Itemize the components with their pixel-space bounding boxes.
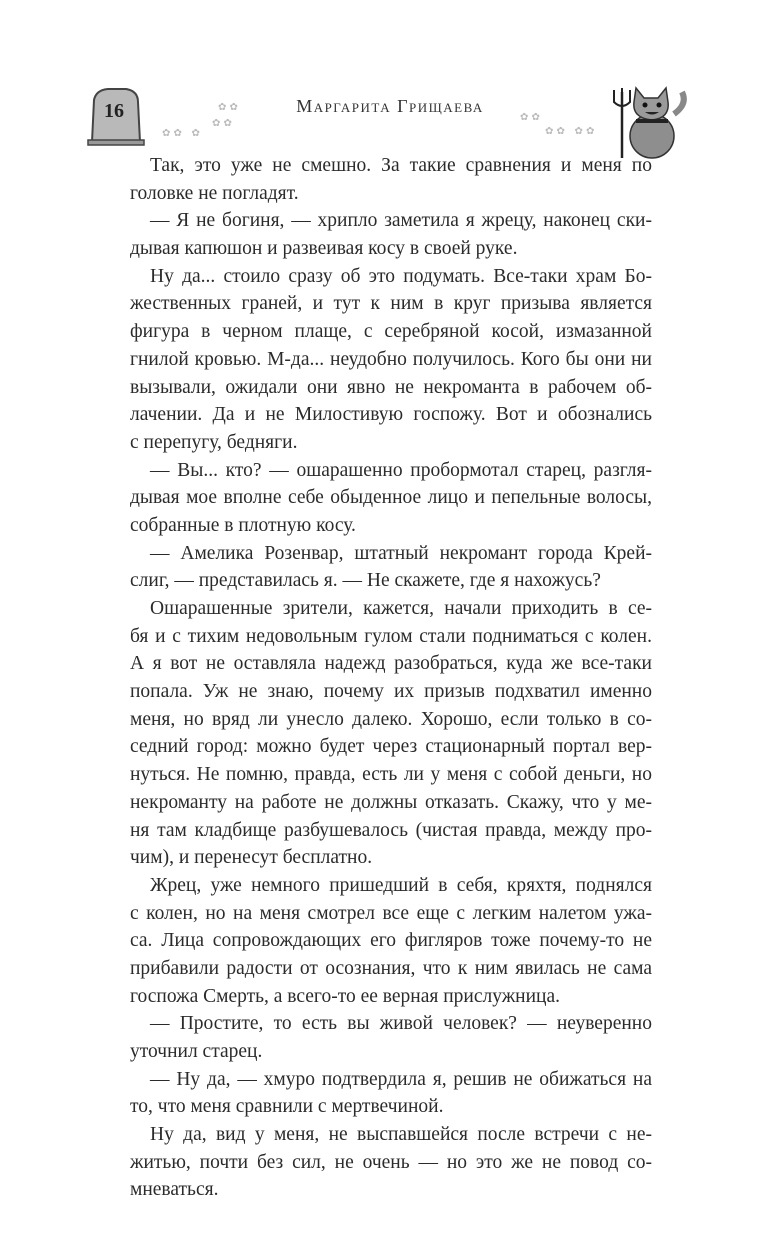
page-number: 16 [104, 100, 124, 122]
text-line: А я вот не оставляла надежд разобраться, куда же все-таки [130, 653, 652, 675]
paragraph [130, 1010, 652, 1065]
text-line: са. Лица сопровождающих его фигляров тоже почему-то не [130, 930, 652, 952]
text-line: собранные в плотную косу. [130, 514, 356, 536]
text-line: попала. Уж не знаю, почему их призыв подхватил именно [130, 681, 652, 703]
text-line: — Я не богиня, — хрипло заметила я жрецу, наконец ски- [150, 210, 652, 232]
paw-prints-icon: ✿ ✿ ✿ [162, 128, 200, 139]
paragraph [130, 1066, 652, 1121]
paragraph [130, 1121, 652, 1204]
paragraph [130, 263, 652, 457]
text-line: головке не погладят. [130, 182, 299, 204]
text-line: чим), и перенесут бесплатно. [130, 847, 373, 869]
text-line: дывая капюшон и развеивая косу в своей руке. [130, 238, 518, 260]
paw-prints-icon: ✿ ✿ [218, 102, 238, 113]
text-line: седний город: можно будет через стационарный портал вер- [130, 736, 652, 758]
text-line: то, что меня сравнили с мертвечиной. [130, 1096, 444, 1118]
text-line: — Вы... кто? — ошарашенно пробормотал старец, разгля- [150, 459, 652, 481]
paragraph [130, 540, 652, 595]
paragraph [130, 457, 652, 540]
devil-cat-illustration [608, 84, 688, 160]
paragraph [130, 152, 652, 207]
text-line: ня там кладбище разбушевалось (чистая правда, между про- [130, 819, 652, 841]
text-line: жественных граней, и тут к ним в круг призыва является [130, 293, 652, 315]
text-line: с колен, но на меня смотрел все еще с легким налетом ужа- [130, 902, 652, 924]
text-line: прибавили радости от осознания, что к ним явилась не сама [130, 957, 652, 979]
text-line: Ну да, вид у меня, не выспавшейся после встречи с не- [150, 1124, 652, 1146]
text-line: фигура в черном плаще, с серебряной косой, измазанной [130, 321, 652, 343]
text-line: некроманту на работе не должны отказать. Скажу, что у ме- [130, 791, 652, 813]
text-line: — Простите, то есть вы живой человек? — неуверенно [150, 1013, 652, 1035]
paragraph [130, 595, 652, 872]
paw-prints-icon: ✿ ✿ [212, 118, 232, 129]
text-line: Жрец, уже немного пришедший в себя, кряхтя, поднялся [150, 874, 652, 896]
paragraph [130, 207, 652, 262]
text-line: вызывали, ожидали они явно не некроманта в рабочем об- [130, 376, 652, 398]
book-text [130, 152, 652, 1204]
text-line: слиг, — представилась я. — Не скажете, где я нахожусь? [130, 570, 601, 592]
text-line: житью, почти без сил, не очень — но это же не повод со- [130, 1151, 652, 1173]
text-line: — Ну да, — хмуро подтвердила я, решив не обижаться на [150, 1068, 652, 1090]
paw-prints-icon: ✿ ✿ ✿ ✿ [545, 126, 595, 137]
paragraph [130, 872, 652, 1010]
text-line: нуться. Не помню, правда, есть ли у меня с собой деньги, но [130, 764, 652, 786]
text-line: Ошарашенные зрители, кажется, начали приходить в се- [150, 598, 652, 619]
text-line: уточнил старец. [130, 1041, 263, 1062]
text-line: мневаться. [130, 1179, 219, 1201]
text-line: бя и с тихим недовольным гулом стали подниматься с колен. [130, 625, 652, 647]
text-line: дывая мое вполне себе обыденное лицо и пепельные волосы, [130, 487, 652, 509]
page-header [0, 0, 768, 160]
paw-prints-icon: ✿ ✿ [520, 112, 540, 123]
text-line: лачении. Да и не Милостивую госпожу. Вот и обознались [130, 404, 652, 426]
text-line: — Амелика Розенвар, штатный некромант города Крей- [150, 542, 652, 564]
running-head-author: Маргарита Грищаева [296, 96, 484, 116]
text-line: меня, но вряд ли унесло далеко. Хорошо, если только в со- [130, 708, 652, 730]
text-line: госпожа Смерть, а всего-то ее верная прислужница. [130, 985, 561, 1007]
text-line: Так, это уже не смешно. За такие сравнения и меня по [150, 155, 652, 176]
text-line: Ну да... стоило сразу об это подумать. Все-таки храм Бо- [150, 265, 652, 287]
text-line: с перепугу, бедняги. [130, 431, 298, 453]
text-line: гнилой кровью. М-да... неудобно получилось. Кого бы они ни [130, 348, 652, 370]
